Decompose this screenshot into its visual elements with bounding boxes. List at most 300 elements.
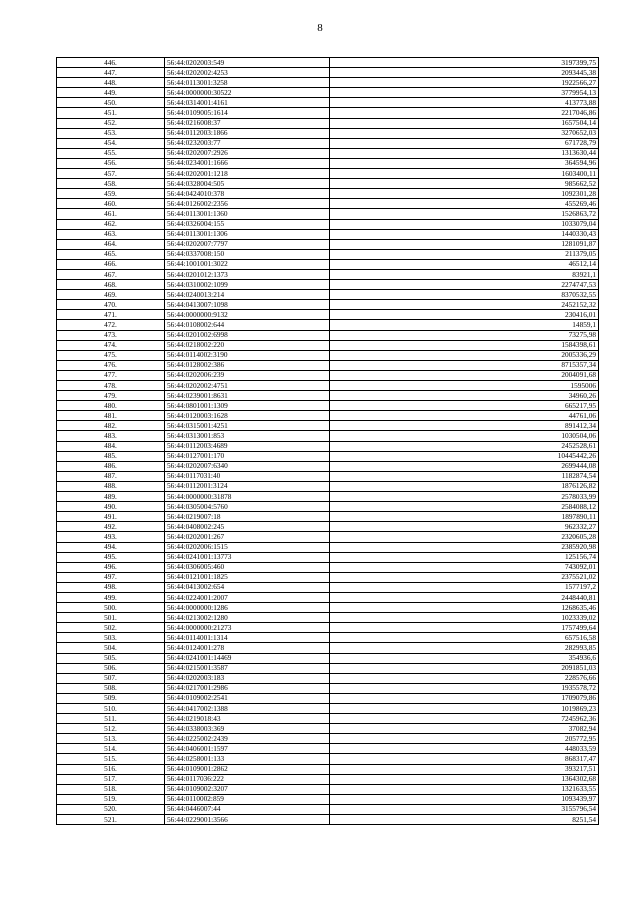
table-row [57,148,599,158]
table-row [57,552,599,562]
row-number-cell: 503. [57,633,165,643]
cadastral-number-cell: 56:44:0108002:644 [165,320,330,330]
cadastral-value-cell: 891412,34 [330,421,599,431]
table-row [57,88,599,98]
cadastral-value-cell: 2452152,32 [330,300,599,310]
table-row [57,391,599,401]
table-row [57,764,599,774]
table-row [57,471,599,481]
row-number-cell: 516. [57,764,165,774]
cadastral-number-cell: 56:44:0126002:2356 [165,199,330,209]
row-number-cell: 509. [57,693,165,703]
cadastral-number-cell: 56:44:0112001:3124 [165,481,330,491]
cadastral-value-cell: 1019869,23 [330,704,599,714]
cadastral-value-cell: 44761,06 [330,411,599,421]
cadastral-value-cell: 1281091,87 [330,239,599,249]
row-number-cell: 518. [57,784,165,794]
cadastral-value-cell: 46512,14 [330,259,599,269]
cadastral-value-cell: 2375521,02 [330,572,599,582]
cadastral-number-cell: 56:44:0128002:386 [165,360,330,370]
table-row [57,300,599,310]
cadastral-value-cell: 657516,58 [330,633,599,643]
row-number-cell: 492. [57,522,165,532]
cadastral-value-cell: 985662,52 [330,179,599,189]
table-row [57,562,599,572]
cadastral-value-cell: 2385920,98 [330,542,599,552]
cadastral-number-cell: 56:44:0306005:460 [165,562,330,572]
table-row [57,340,599,350]
table-row [57,411,599,421]
cadastral-value-cell: 2217046,86 [330,108,599,118]
row-number-cell: 485. [57,451,165,461]
row-number-cell: 482. [57,421,165,431]
cadastral-number-cell: 56:44:0413007:1098 [165,300,330,310]
table-row [57,441,599,451]
table-row [57,280,599,290]
cadastral-value-cell: 1268635,46 [330,603,599,613]
cadastral-number-cell: 56:44:0113001:1306 [165,229,330,239]
row-number-cell: 455. [57,148,165,158]
row-number-cell: 476. [57,360,165,370]
cadastral-value-cell: 1935578,72 [330,683,599,693]
row-number-cell: 488. [57,481,165,491]
row-number-cell: 495. [57,552,165,562]
cadastral-number-cell: 56:44:0315001:4251 [165,421,330,431]
row-number-cell: 481. [57,411,165,421]
row-number-cell: 505. [57,653,165,663]
cadastral-number-cell: 56:44:0229001:3566 [165,815,330,825]
cadastral-number-cell: 56:44:0801001:1309 [165,401,330,411]
row-number-cell: 461. [57,209,165,219]
table-row [57,724,599,734]
cadastral-value-cell: 1584398,61 [330,340,599,350]
cadastral-number-cell: 56:44:0337008:150 [165,249,330,259]
cadastral-number-cell: 56:44:0201012:1373 [165,269,330,279]
row-number-cell: 483. [57,431,165,441]
cadastral-number-cell: 56:44:0413002:654 [165,582,330,592]
row-number-cell: 513. [57,734,165,744]
cadastral-number-cell: 56:44:0202001:267 [165,532,330,542]
row-number-cell: 507. [57,673,165,683]
row-number-cell: 475. [57,350,165,360]
cadastral-number-cell: 56:44:0310002:1099 [165,280,330,290]
cadastral-value-cell: 3197399,75 [330,58,599,68]
row-number-cell: 506. [57,663,165,673]
cadastral-number-cell: 56:44:0000000:9132 [165,310,330,320]
table-row [57,209,599,219]
cadastral-value-cell: 8370532,55 [330,290,599,300]
row-number-cell: 500. [57,603,165,613]
cadastral-value-cell: 2452528,61 [330,441,599,451]
cadastral-value-cell: 8251,54 [330,815,599,825]
cadastral-value-cell: 743092,01 [330,562,599,572]
table-row [57,613,599,623]
row-number-cell: 487. [57,471,165,481]
cadastral-number-cell: 56:44:0110002:859 [165,794,330,804]
cadastral-number-cell: 56:44:0241001:14469 [165,653,330,663]
row-number-cell: 491. [57,512,165,522]
row-number-cell: 453. [57,128,165,138]
cadastral-value-cell: 8715357,34 [330,360,599,370]
row-number-cell: 515. [57,754,165,764]
cadastral-value-cell: 1023339,02 [330,613,599,623]
table-row [57,693,599,703]
cadastral-value-cell: 2584088,12 [330,502,599,512]
table-row [57,189,599,199]
cadastral-number-cell: 56:44:0225002:2439 [165,734,330,744]
table-row [57,592,599,602]
cadastral-value-cell: 2005336,29 [330,350,599,360]
table-row [57,653,599,663]
table-row [57,128,599,138]
table-row [57,421,599,431]
cadastral-value-cell: 2093445,38 [330,68,599,78]
row-number-cell: 514. [57,744,165,754]
cadastral-value-cell: 1526863,72 [330,209,599,219]
cadastral-number-cell: 56:44:0202006:1515 [165,542,330,552]
row-number-cell: 519. [57,794,165,804]
table-row [57,360,599,370]
table-row [57,532,599,542]
table-row [57,169,599,179]
table-row [57,714,599,724]
cadastral-number-cell: 56:44:0124001:278 [165,643,330,653]
cadastral-number-cell: 56:44:0201002:6998 [165,330,330,340]
table-row [57,259,599,269]
cadastral-number-cell: 56:44:0232003:77 [165,138,330,148]
cadastral-value-cell: 1092301,28 [330,189,599,199]
cadastral-number-cell: 56:44:0313001:853 [165,431,330,441]
cadastral-value-cell: 2274747,53 [330,280,599,290]
row-number-cell: 498. [57,582,165,592]
row-number-cell: 451. [57,108,165,118]
table-row [57,199,599,209]
table-row [57,461,599,471]
cadastral-value-cell: 282993,85 [330,643,599,653]
row-number-cell: 474. [57,340,165,350]
row-number-cell: 452. [57,118,165,128]
cadastral-value-cell: 1321633,55 [330,784,599,794]
table-row [57,78,599,88]
table-row [57,370,599,380]
cadastral-number-cell: 56:44:0424010:378 [165,189,330,199]
table-row [57,522,599,532]
cadastral-number-cell: 56:44:0202002:4751 [165,381,330,391]
table-row [57,401,599,411]
cadastral-value-cell: 2004091,68 [330,370,599,380]
table-row [57,734,599,744]
cadastral-value-cell: 228576,66 [330,673,599,683]
row-number-cell: 458. [57,179,165,189]
row-number-cell: 456. [57,158,165,168]
row-number-cell: 454. [57,138,165,148]
cadastral-number-cell: 56:44:0219007:18 [165,512,330,522]
table-row [57,320,599,330]
row-number-cell: 477. [57,370,165,380]
cadastral-number-cell: 56:44:0202002:4253 [165,68,330,78]
row-number-cell: 448. [57,78,165,88]
table-row [57,330,599,340]
table-row [57,744,599,754]
table-row [57,643,599,653]
row-number-cell: 486. [57,461,165,471]
cadastral-value-cell: 34960,26 [330,391,599,401]
row-number-cell: 489. [57,492,165,502]
cadastral-number-cell: 56:44:0216008:37 [165,118,330,128]
table-row [57,269,599,279]
cadastral-value-cell: 1709079,86 [330,693,599,703]
cadastral-value-cell: 2699444,08 [330,461,599,471]
cadastral-number-cell: 56:44:0218002:220 [165,340,330,350]
cadastral-value-cell: 1657504,14 [330,118,599,128]
cadastral-value-cell: 413773,88 [330,98,599,108]
row-number-cell: 502. [57,623,165,633]
cadastral-value-cell: 455269,46 [330,199,599,209]
cadastral-value-cell: 211379,05 [330,249,599,259]
row-number-cell: 479. [57,391,165,401]
table-row [57,481,599,491]
cadastral-number-cell: 56:44:1001001:3022 [165,259,330,269]
row-number-cell: 450. [57,98,165,108]
cadastral-value-cell: 1030504,06 [330,431,599,441]
cadastral-value-cell: 2578033,99 [330,492,599,502]
cadastral-number-cell: 56:44:0109005:1614 [165,108,330,118]
table-row [57,502,599,512]
cadastral-number-cell: 56:44:0258001:133 [165,754,330,764]
cadastral-value-cell: 2320605,28 [330,532,599,542]
cadastral-value-cell: 2448440,81 [330,592,599,602]
row-number-cell: 484. [57,441,165,451]
row-number-cell: 512. [57,724,165,734]
cadastral-value-cell: 962332,27 [330,522,599,532]
table-row [57,290,599,300]
table-row [57,603,599,613]
table-row [57,219,599,229]
cadastral-value-cell: 3779954,13 [330,88,599,98]
row-number-cell: 466. [57,259,165,269]
cadastral-value-cell: 1033079,04 [330,219,599,229]
row-number-cell: 446. [57,58,165,68]
row-number-cell: 457. [57,169,165,179]
cadastral-value-cell: 1577197,2 [330,582,599,592]
table-row [57,623,599,633]
cadastral-number-cell: 56:44:0000000:31878 [165,492,330,502]
cadastral-number-cell: 56:44:0408002:245 [165,522,330,532]
row-number-cell: 480. [57,401,165,411]
cadastral-number-cell: 56:44:0000000:1286 [165,603,330,613]
cadastral-number-cell: 56:44:0109001:2862 [165,764,330,774]
table-row [57,381,599,391]
cadastral-number-cell: 56:44:0112003:4689 [165,441,330,451]
row-number-cell: 449. [57,88,165,98]
cadastral-value-cell: 10445442,26 [330,451,599,461]
cadastral-value-cell: 1876126,82 [330,481,599,491]
cadastral-value-cell: 3155796,54 [330,804,599,814]
table-row [57,784,599,794]
cadastral-number-cell: 56:44:0109002:3207 [165,784,330,794]
cadastral-number-cell: 56:44:0219018:43 [165,714,330,724]
cadastral-value-cell: 1595006 [330,381,599,391]
table-row [57,239,599,249]
table-row [57,431,599,441]
cadastral-number-cell: 56:44:0202007:2926 [165,148,330,158]
row-number-cell: 504. [57,643,165,653]
cadastral-number-cell: 56:44:0202003:549 [165,58,330,68]
row-number-cell: 508. [57,683,165,693]
cadastral-number-cell: 56:44:0406001:1597 [165,744,330,754]
cadastral-value-cell: 3270652,03 [330,128,599,138]
table-row [57,572,599,582]
cadastral-number-cell: 56:44:0314001:4161 [165,98,330,108]
page-number: 8 [317,22,323,34]
table-row [57,673,599,683]
cadastral-number-cell: 56:44:0202007:6340 [165,461,330,471]
table-row [57,512,599,522]
cadastral-value-cell: 1440330,43 [330,229,599,239]
cadastral-number-cell: 56:44:0305004:5760 [165,502,330,512]
cadastral-number-cell: 56:44:0202001:1218 [165,169,330,179]
table-row [57,794,599,804]
row-number-cell: 468. [57,280,165,290]
row-number-cell: 467. [57,269,165,279]
cadastral-value-cell: 665217,95 [330,401,599,411]
cadastral-number-cell: 56:44:0120003:1628 [165,411,330,421]
row-number-cell: 510. [57,704,165,714]
cadastral-number-cell: 56:44:0114001:1314 [165,633,330,643]
table-row [57,804,599,814]
cadastral-number-cell: 56:44:0113001:1360 [165,209,330,219]
cadastral-value-cell: 73275,98 [330,330,599,340]
table-row [57,158,599,168]
table-row [57,118,599,128]
table-row [57,663,599,673]
cadastral-value-cell: 1757499,64 [330,623,599,633]
row-number-cell: 493. [57,532,165,542]
row-number-cell: 463. [57,229,165,239]
cadastral-number-cell: 56:44:0239001:8631 [165,391,330,401]
cadastral-number-cell: 56:44:0326004:155 [165,219,330,229]
cadastral-number-cell: 56:44:0202006:239 [165,370,330,380]
row-number-cell: 462. [57,219,165,229]
cadastral-value-cell: 83921,1 [330,269,599,279]
cadastral-value-cell: 205772,95 [330,734,599,744]
table-row [57,704,599,714]
cadastral-number-cell: 56:44:0109002:2541 [165,693,330,703]
table-row [57,98,599,108]
cadastral-value-cell: 1603400,11 [330,169,599,179]
cadastral-number-cell: 56:44:0217001:2986 [165,683,330,693]
cadastral-value-cell: 671728,79 [330,138,599,148]
cadastral-number-cell: 56:44:0224001:2007 [165,592,330,602]
row-number-cell: 459. [57,189,165,199]
row-number-cell: 497. [57,572,165,582]
cadastral-value-cell: 7245962,36 [330,714,599,724]
table-row [57,633,599,643]
table-row [57,58,599,68]
cadastral-number-cell: 56:44:0112003:1866 [165,128,330,138]
cadastral-number-cell: 56:44:0240013:214 [165,290,330,300]
table-row [57,68,599,78]
cadastral-value-cell: 37082,94 [330,724,599,734]
table-row [57,683,599,693]
row-number-cell: 471. [57,310,165,320]
table-row [57,754,599,764]
cadastral-number-cell: 56:44:0234001:1666 [165,158,330,168]
table-row [57,138,599,148]
cadastral-number-cell: 56:44:0202007:7797 [165,239,330,249]
row-number-cell: 501. [57,613,165,623]
cadastral-number-cell: 56:44:0117031:40 [165,471,330,481]
table-row [57,310,599,320]
table-row [57,582,599,592]
cadastral-value-cell: 868317,47 [330,754,599,764]
cadastral-number-cell: 56:44:0113001:3258 [165,78,330,88]
row-number-cell: 469. [57,290,165,300]
cadastral-number-cell: 56:44:0114002:3190 [165,350,330,360]
row-number-cell: 464. [57,239,165,249]
table-row [57,350,599,360]
row-number-cell: 473. [57,330,165,340]
cadastral-number-cell: 56:44:0215001:3587 [165,663,330,673]
cadastral-value-cell: 1093439,97 [330,794,599,804]
cadastral-value-cell: 14859,1 [330,320,599,330]
row-number-cell: 478. [57,381,165,391]
cadastral-number-cell: 56:44:0127001:170 [165,451,330,461]
cadastral-value-cell: 1182874,54 [330,471,599,481]
table-row [57,774,599,784]
row-number-cell: 499. [57,592,165,602]
cadastral-value-cell: 230416,01 [330,310,599,320]
row-number-cell: 472. [57,320,165,330]
table-row [57,815,599,825]
cadastral-number-cell: 56:44:0328004:505 [165,179,330,189]
cadastral-number-cell: 56:44:0338003:369 [165,724,330,734]
cadastral-number-cell: 56:44:0000000:21273 [165,623,330,633]
row-number-cell: 521. [57,815,165,825]
row-number-cell: 470. [57,300,165,310]
row-number-cell: 511. [57,714,165,724]
table-row [57,451,599,461]
cadastral-number-cell: 56:44:0202003:183 [165,673,330,683]
table-body [57,58,599,825]
row-number-cell: 447. [57,68,165,78]
row-number-cell: 520. [57,804,165,814]
cadastral-value-cell: 354936,6 [330,653,599,663]
table-row [57,492,599,502]
cadastral-value-cell: 1313630,44 [330,148,599,158]
cadastral-value-cell: 364594,96 [330,158,599,168]
row-number-cell: 517. [57,774,165,784]
row-number-cell: 490. [57,502,165,512]
cadastral-number-cell: 56:44:0213002:1280 [165,613,330,623]
row-number-cell: 460. [57,199,165,209]
table-row [57,542,599,552]
table-row [57,179,599,189]
row-number-cell: 465. [57,249,165,259]
cadastral-number-cell: 56:44:0417002:1388 [165,704,330,714]
row-number-cell: 494. [57,542,165,552]
cadastral-number-cell: 56:44:0000000:30522 [165,88,330,98]
table-row [57,108,599,118]
cadastral-value-cell: 393217,51 [330,764,599,774]
row-number-cell: 496. [57,562,165,572]
cadastral-number-cell: 56:44:0446007:44 [165,804,330,814]
cadastral-number-cell: 56:44:0121001:1825 [165,572,330,582]
cadastral-value-cell: 125156,74 [330,552,599,562]
table-row [57,229,599,239]
table-row [57,249,599,259]
cadastral-value-cell: 448033,59 [330,744,599,754]
